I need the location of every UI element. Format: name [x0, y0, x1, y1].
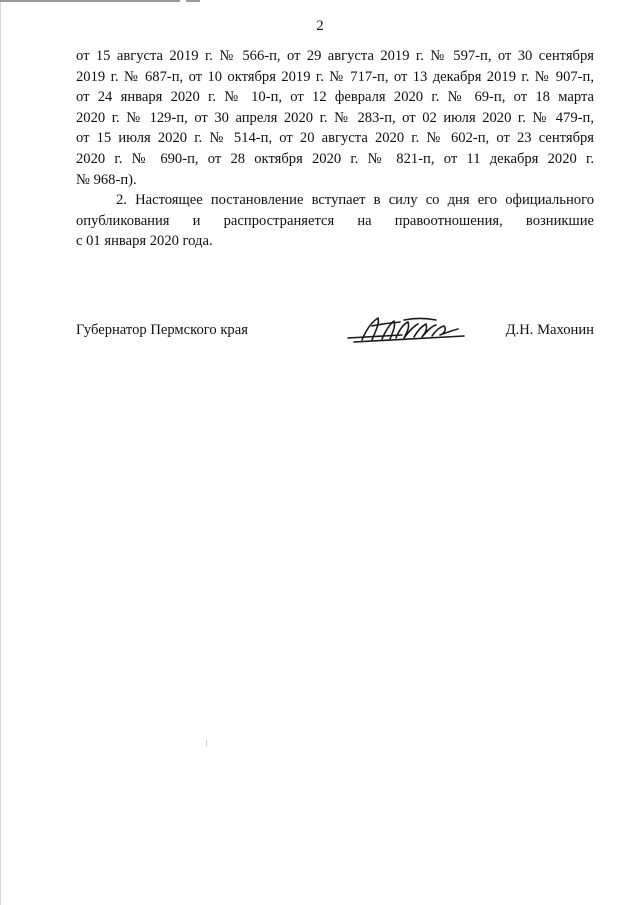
text-line: 2. Настоящее постановление вступает в силу со дня его официального: [116, 192, 594, 209]
text-line: от 15 июля 2020 г. № 514-п, от 20 августа 2020 г. № 602-п, от 23 сентября: [76, 130, 594, 147]
text-line: от 24 января 2020 г. № 10-п, от 12 февраля 2020 г. № 69-п, от 18 марта: [76, 89, 594, 106]
document-body: [76, 46, 594, 252]
top-border-line: [0, 0, 180, 2]
scan-artifact: [206, 740, 207, 746]
page-number: 2: [316, 18, 324, 34]
page-edge: [0, 0, 1, 905]
text-line: опубликования и распространяется на правоотношения, возникшие: [76, 212, 594, 229]
paragraph-effective-date: [76, 190, 594, 252]
text-line: 2019 г. № 687-п, от 10 октября 2019 г. № 717-п, от 13 декабря 2019 г. № 907-п,: [76, 68, 594, 85]
signatory-title: Губернатор Пермского края: [76, 322, 248, 338]
text-line: 2020 г. № 690-п, от 28 октября 2020 г. № 821-п, от 11 декабря 2020 г.: [76, 150, 594, 167]
signature-block: [76, 318, 594, 358]
top-border-line-short: [186, 0, 200, 2]
text-line: от 15 августа 2019 г. № 566-п, от 29 августа 2019 г. № 597-п, от 30 сентября: [76, 48, 594, 64]
text-line: № 968-п).: [76, 171, 137, 188]
signatory-name: Д.Н. Махонин: [505, 322, 594, 338]
text-line: 2020 г. № 129-п, от 30 апреля 2020 г. № 283-п, от 02 июля 2020 г. № 479-п,: [76, 109, 594, 126]
paragraph-amendments-list: [76, 46, 594, 190]
text-line: с 01 января 2020 года.: [76, 233, 213, 250]
handwritten-signature-icon: [344, 312, 474, 348]
